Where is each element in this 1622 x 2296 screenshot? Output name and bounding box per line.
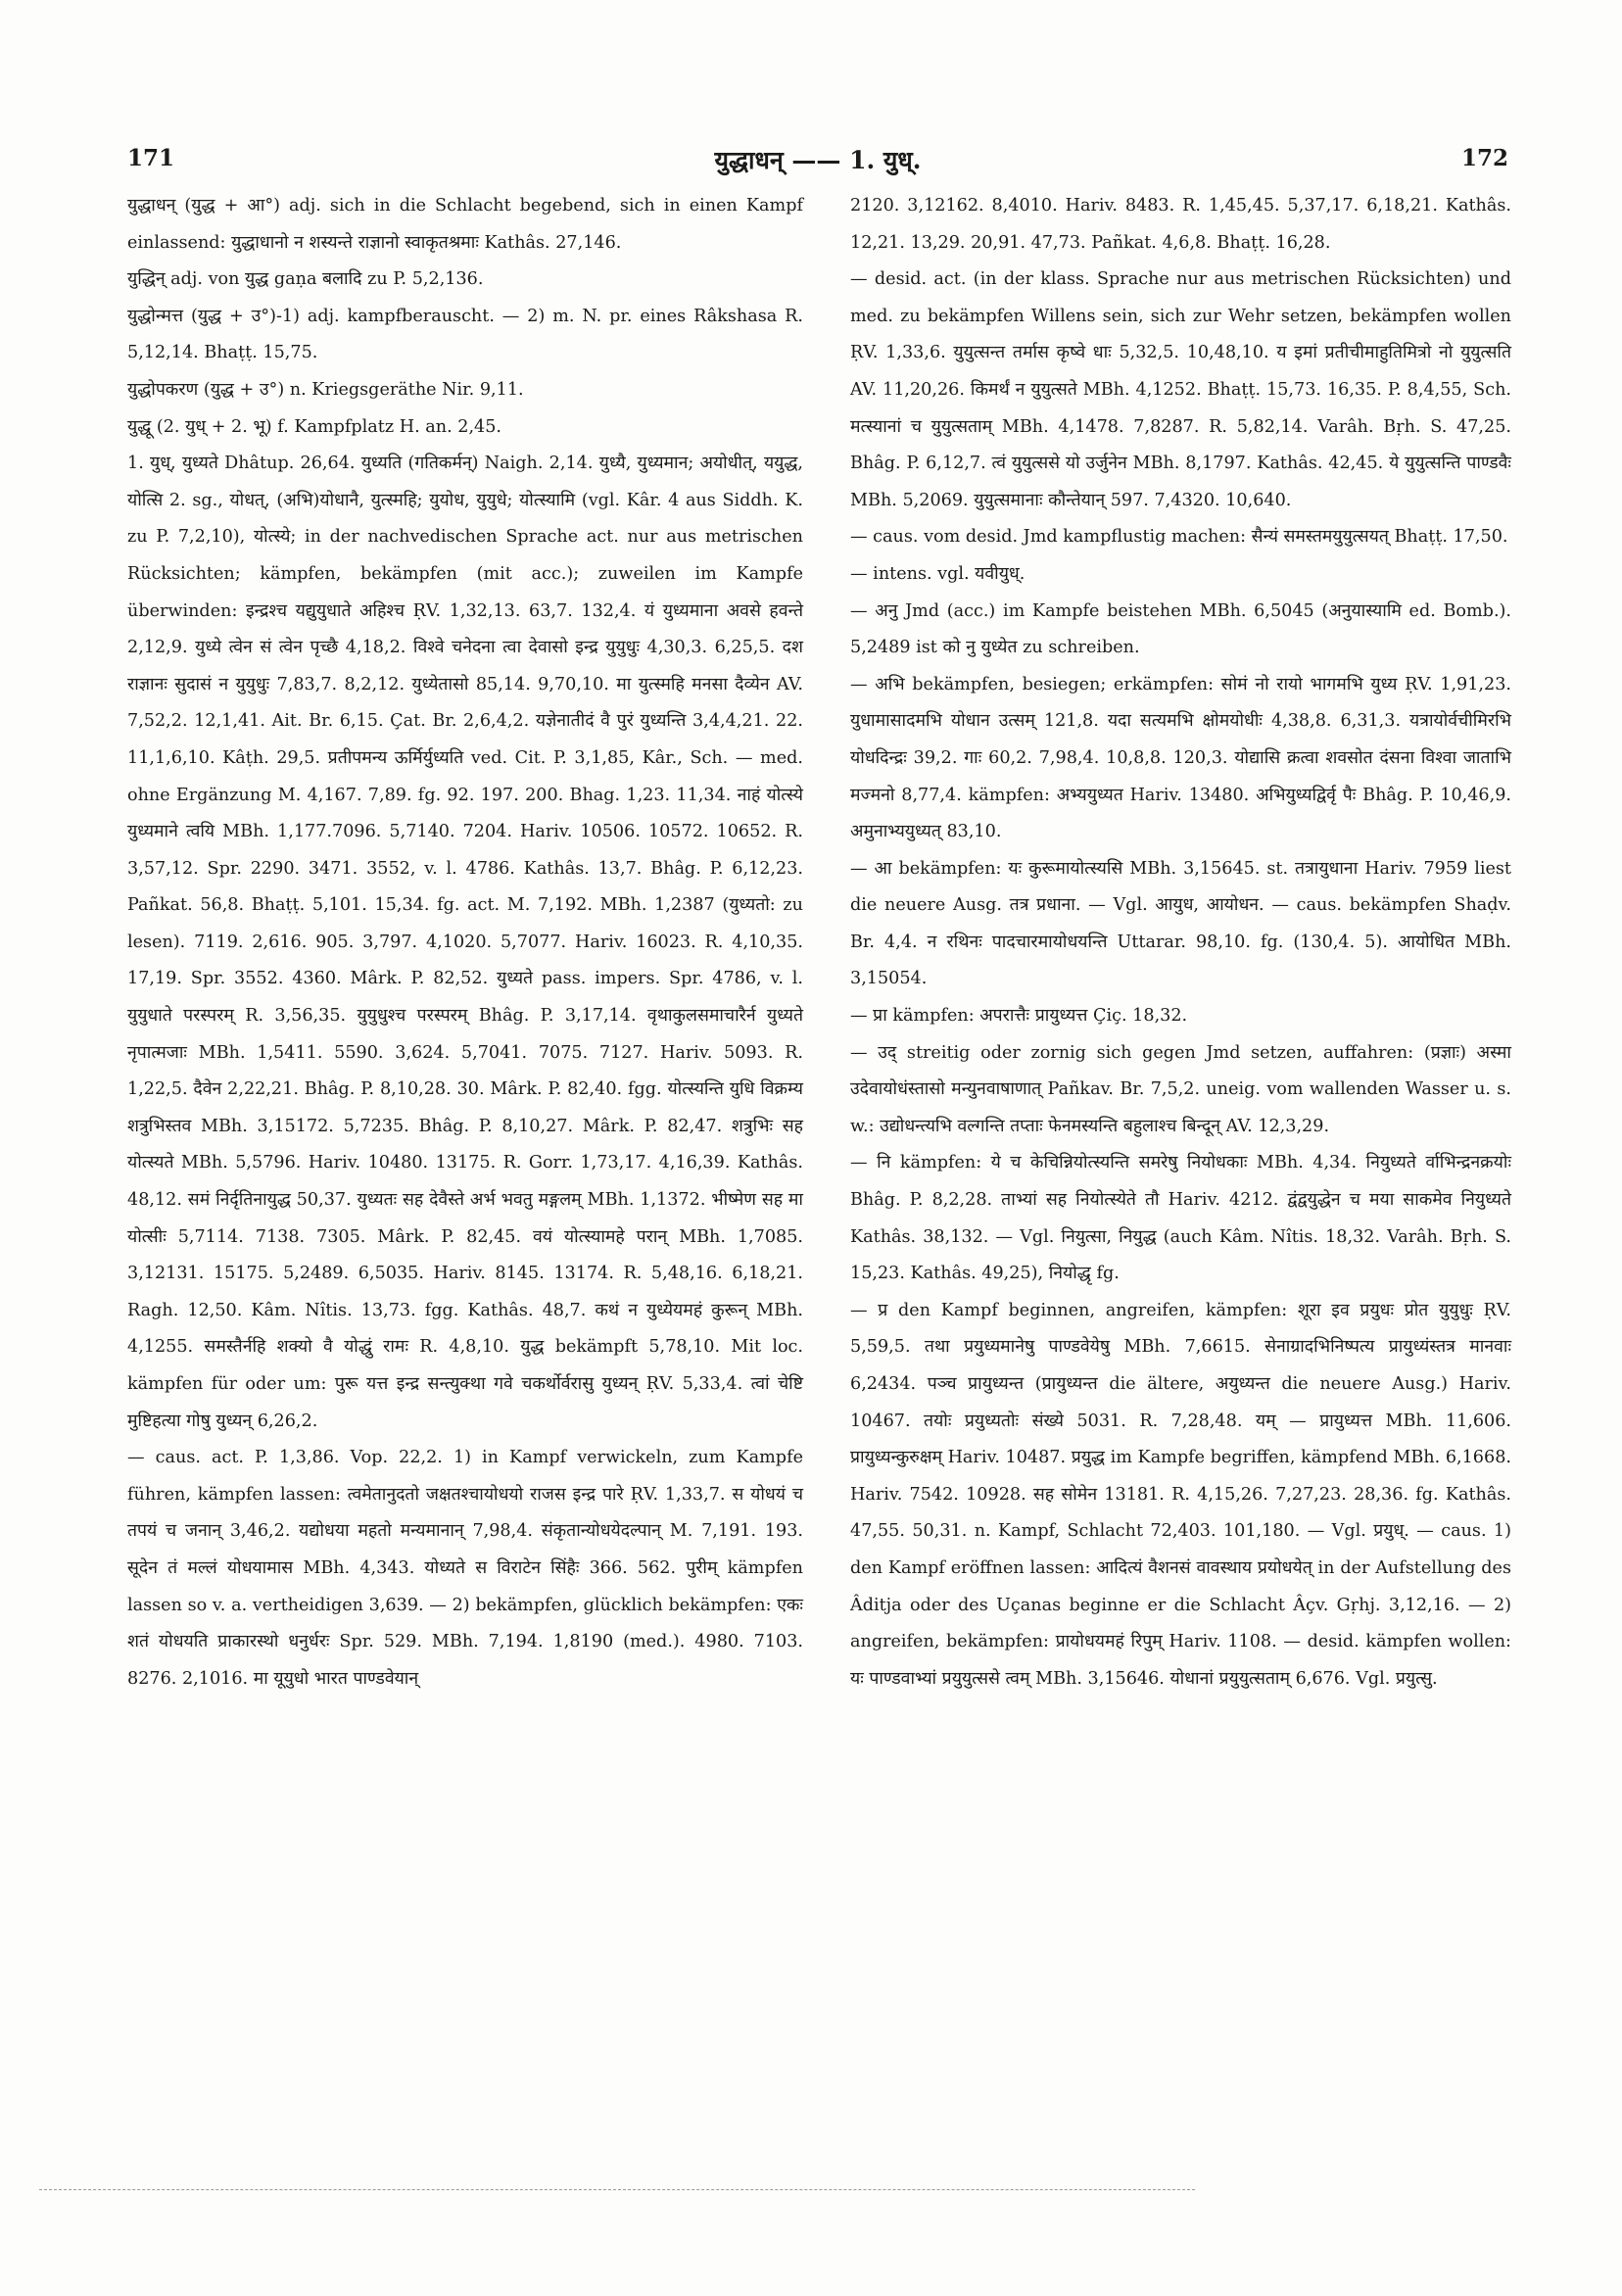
entry-desid: — desid. act. (in der klass. Sprache nur aus metrischen Rücksichten) und med. zu bekämpfen Willens sein, sich zur Wehr setzen, bekämpfen wollen ṚV. 1,33,6. युयुत्सन्त तर्मास कृष्वे धाः 5,32,5. 10,48,10. य इमां प्रतीचीमाहुतिमित्रो नो युयुत्सति AV. 11,20,26. किमर्थं न युयुत्सते MBh. 4,1252. Bhaṭṭ. 15,73. 16,35. P. 8,4,55, Sch. मत्स्यानां च युयुत्सताम् MBh. 4,1478. 7,8287. R. 5,82,14. Varâh. Bṛh. S. 47,25. Bhâg. P. 6,12,7. त्वं युयुत्ससे यो उर्जुनेन MBh. 8,1797. Kathâs. 42,45. ये युयुत्सन्ति पाण्डवैः MBh. 5,2069. युयुत्समानाः कौन्तेयान् 597. 7,4320. 10,640. [850, 269, 1511, 510]
entry-intens: — intens. vgl. यवीयुध्. [850, 563, 1026, 584]
entry-ud: — उद् streitig oder zornig sich gegen Jmd setzen, auffahren: (प्रज्ञाः) अस्मा उदेवायोधंस्तासो मन्युनवाषाणात् Pañkav. Br. 7,5,2. uneig. vom wallenden Wasser u. s. w.: उद्योधन्त्यभि वल्गन्ति तप्ताः फेनमस्यन्ति बहुलाश्च बिन्दून् AV. 12,3,29. [850, 1042, 1511, 1136]
bottom-divider [39, 2189, 1195, 2190]
page-number-right: 172 [1460, 145, 1508, 171]
entry-yuddhadhan: युद्धाधन् (युद्ध + आ°) adj. sich in die Schlacht begebend, sich in einen Kampf einlassend: युद्धाधानो न शस्यन्ते राज्ञानो स्वाकृतश्रमाः Kathâs. 27,146. [127, 196, 803, 253]
right-column [850, 188, 1511, 1698]
entry-a: — आ bekämpfen: यः कुरूमायोत्स्यसि MBh. 3,15645. st. तत्रायुधाना Hariv. 7959 liest die neuere Ausg. तत्र प्रधाना. — Vgl. आयुध, आयोधन. — caus. bekämpfen Shaḍv. Br. 4,4. न रथिनः पादचारमायोधयन्ति Uttarar. 98,10. fg. (130,4. 5). आयोधित MBh. 3,15054. [850, 858, 1511, 989]
page-header [127, 145, 1508, 194]
entry-pra-a: — प्रा kämpfen: अपरात्तैः प्रायुध्यत्त Çiç. 18,32. [850, 1006, 1188, 1027]
entry-yuddhin: युद्धिन् adj. von युद्ध gaṇa बलादि zu P. 5,2,136. [127, 269, 484, 290]
entry-yudh: 1. युध्, युध्यते Dhâtup. 26,64. युध्यति (गतिकर्मन्) Naigh. 2,14. युध्यै, युध्यमान; अयोधीत्, ययुद्ध, योत्सि 2. sg., योधत्, (अभि)योधानै, युत्स्महि; युयोध, युयुधे; योत्स्यामि (vgl. Kâr. 4 aus Siddh. K. zu P. 7,2,10), योत्स्ये; in der nachvedischen Sprache act. nur aus metrischen Rücksichten; kämpfen, bekämpfen (mit acc.); zuweilen im Kampfe überwinden: इन्द्रश्च यद्युयुधाते अहिश्च ṚV. 1,32,13. 63,7. 132,4. यं युध्यमाना अवसे हवन्ते 2,12,9. युध्ये त्वेन सं त्वेन पृच्छै 4,18,2. विश्वे चनेदना त्वा देवासो इन्द्र युयुधुः 4,30,3. 6,25,5. दश राज्ञानः सुदासं न युयुधुः 7,83,7. 8,2,12. युध्येतासो 85,14. 9,70,10. मा युत्स्महि मनसा दैव्येन AV. 7,52,2. 12,1,41. Ait. Br. 6,15. Çat. Br. 2,6,4,2. यज्ञेनातीदं वै पुरं युध्यन्ति 3,4,4,21. 22. 11,1,6,10. Kâṭh. 29,5. प्रतीपमन्य ऊर्मिर्युध्यति ved. Cit. P. 3,1,85, Kâr., Sch. — med. ohne Ergänzung M. 4,167. 7,89. fg. 92. 197. 200. Bhag. 1,23. 11,34. नाहं योत्स्ये युध्यमाने त्वयि MBh. 1,177.7096. 5,7140. 7204. Hariv. 10506. 10572. 10652. R. 3,57,12. Spr. 2290. 3471. 3552, v. l. 4786. Kathâs. 13,7. Bhâg. P. 6,12,23. Pañkat. 56,8. Bhaṭṭ. 5,101. 15,34. fg. act. M. 7,192. MBh. 1,2387 (युध्यतो: zu lesen). 7119. 2,616. 905. 3,797. 4,1020. 5,7077. Hariv. 16023. R. 4,10,35. 17,19. Spr. 3552. 4360. Mârk. P. 82,52. युध्यते pass. impers. Spr. 4786, v. l. युयुधाते परस्परम् R. 3,56,35. युयुधुश्च परस्परम् Bhâg. P. 3,17,14. वृथाकुलसमाचारैर्न युध्यते नृपात्मजाः MBh. 1,5411. 5590. 3,624. 5,7041. 7075. 7127. Hariv. 5093. R. 1,22,5. दैवेन 2,22,21. Bhâg. P. 8,10,28. 30. Mârk. P. 82,40. fgg. योत्स्यन्ति युधि विक्रम्य शत्रुभिस्तव MBh. 3,15172. 5,7235. Bhâg. P. 8,10,27. Mârk. P. 82,47. शत्रुभिः सह योत्स्यते MBh. 5,5796. Hariv. 10480. 13175. R. Gorr. 1,73,17. 4,16,39. Kathâs. 48,12. समं निर्दृतिनायुद्ध 50,37. युध्यतः सह देवैस्ते अर्भ भवतु मङ्गलम् MBh. 1,1372. भीष्मेण सह मा योत्सीः 5,7114. 7138. 7305. Mârk. P. 82,45. वयं योत्स्यामहे परान् MBh. 1,7085. 3,12131. 15175. 5,2489. 6,5035. Hariv. 8145. 13174. R. 5,48,16. 6,18,21. Ragh. 12,50. Kâm. Nîtis. 13,73. fgg. Kathâs. 48,7. कथं न युध्येयमहं कुरून् MBh. 4,1255. समस्तैर्नहि शक्यो वै योद्धुं रामः R. 4,8,10. युद्ध bekämpft 5,78,10. Mit loc. kämpfen für oder um: पुरू यत्त इन्द्र सन्त्युक्था गवे चकर्थोर्वरासु युध्यन् ṚV. 5,33,4. त्वां चेष्टि मुष्टिहत्या गोषु युध्यन् 6,26,2. [127, 454, 803, 1431]
entry-yudh-caus: — caus. act. P. 1,3,86. Vop. 22,2. 1) in Kampf verwickeln, zum Kampfe führen, kämpfen lassen: त्वमेतानुदतो जक्षतश्चायोधयो राजस इन्द्र पारे ṚV. 1,33,7. स योधयं च तपयं च जनान् 3,46,2. यद्योधया महतो मन्यमानान् 7,98,4. संकृतान्योधयेदल्पान् M. 7,191. 193. सूदेन तं मल्लं योधयामास MBh. 4,343. योध्यते स विराटेन सिंहैः 366. 562. पुरीम् kämpfen lassen so v. a. vertheidigen 3,639. — 2) bekämpfen, glücklich bekämpfen: एकः शतं योधयति प्राकारस्थो धनुर्धरः Spr. 529. MBh. 7,194. 1,8190 (med.). 4980. 7103. 8276. 2,1016. मा यूयुधो भारत पाण्डवेयान् [127, 1448, 803, 1689]
entry-yuddhopakarana: युद्धोपकरण (युद्ध + उ°) n. Kriegsgeräthe Nir. 9,11. [127, 379, 524, 400]
entry-abhi: — अभि bekämpfen, besiegen; erkämpfen: सोमं नो रायो भागमभि युध्य ṚV. 1,91,23. युधामासादमभि योधान उत्सम् 121,8. यदा सत्यमभि क्षोमयोधीः 4,38,8. 6,31,3. यत्रायोर्वचीमिरभि योधदिन्द्रः 39,2. गाः 60,2. 7,98,4. 10,8,8. 120,3. योद्यासि क्रत्वा शवसोत दंसना विश्वा जाताभि मज्मनो 8,77,4. kämpfen: अभ्ययुध्यत Hariv. 13480. अभियुध्यद्विर्वृ पैः Bhâg. P. 10,46,9. अमुनाभ्ययुध्यत् 83,10. [850, 674, 1511, 842]
entry-anu: — अनु Jmd (acc.) im Kampfe beistehen MBh. 6,5045 (अनुयास्यामि ed. Bomb.). 5,2489 ist को नु युध्येत zu schreiben. [850, 600, 1511, 658]
entry-continuation: 2120. 3,12162. 8,4010. Hariv. 8483. R. 1,45,45. 5,37,17. 6,18,21. Kathâs. 12,21. 13,29. 20,91. 47,73. Pañkat. 4,6,8. Bhaṭṭ. 16,28. [850, 196, 1511, 253]
entry-yuddhu: युद्धू (2. युध् + 2. भू) f. Kampfplatz H. an. 2,45. [127, 416, 502, 437]
left-column [127, 188, 803, 1698]
entry-caus-desid: — caus. vom desid. Jmd kampflustig machen: सैन्यं समस्तमयुयुत्सयत् Bhaṭṭ. 17,50. [850, 527, 1508, 548]
running-title: युद्धाधन् —— 1. युध्. [714, 146, 922, 174]
page-number-left: 171 [127, 145, 175, 171]
entry-yuddhonmatta: युद्धोन्मत्त (युद्ध + उ°)-1) adj. kampfberauscht. — 2) m. N. pr. eines Râkshasa R. 5,12,14. Bhaṭṭ. 15,75. [127, 306, 803, 363]
entry-ni: — नि kämpfen: ये च केचिन्नियोत्स्यन्ति समरेषु नियोधकाः MBh. 4,34. नियुध्यते र्वाभिन्द्रनक्रयोः Bhâg. P. 8,2,28. ताभ्यां सह नियोत्स्येते तौ Hariv. 4212. द्वंद्वयुद्धेन च मया साकमेव नियुध्यते Kathâs. 38,132. — Vgl. नियुत्सा, नियुद्ध (auch Kâm. Nîtis. 18,32. Varâh. Bṛh. S. 15,23. Kathâs. 49,25), नियोद्धृ fg. [850, 1153, 1511, 1284]
entry-pra: — प्र den Kampf beginnen, angreifen, kämpfen: शूरा इव प्रयुधः प्रोत युयुधुः ṚV. 5,59,5. तथा प्रयुध्यमानेषु पाण्डवेयेषु MBh. 7,6615. सेनाग्रादभिनिष्पत्य प्रायुध्यंस्तत्र मानवाः 6,2434. पञ्च प्रायुध्यन्त (प्रायुध्यन्त die ältere, अयुध्यन्त die neuere Ausg.) Hariv. 10467. तयोः प्रयुध्यतोः संख्ये 5031. R. 7,28,48. यम् — प्रायुध्यत्त MBh. 11,606. प्रायुध्यन्कुरुक्षम् Hariv. 10487. प्रयुद्ध im Kampfe begriffen, kämpfend MBh. 6,1668. Hariv. 7542. 10928. सह सोमेन 13181. R. 4,15,26. 7,27,23. 28,36. fg. Kathâs. 47,55. 50,31. n. Kampf, Schlacht 72,403. 101,180. — Vgl. प्रयुध्. — caus. 1) den Kampf eröffnen lassen: आदित्यं वैशनसं वावस्थाय प्रयोधयेत् in der Aufstellung des Âditja oder des Uçanas beginne er die Schlacht Âçv. Gṛhj. 3,12,16. — 2) angreifen, bekämpfen: प्रायोधयमहं रिपुम् Hariv. 1108. — desid. kämpfen wollen: यः पाण्डवाभ्यां प्रयुयुत्ससे त्वम् MBh. 3,15646. योधानां प्रयुयुत्सताम् 6,676. Vgl. प्रयुत्सु. [850, 1300, 1511, 1689]
